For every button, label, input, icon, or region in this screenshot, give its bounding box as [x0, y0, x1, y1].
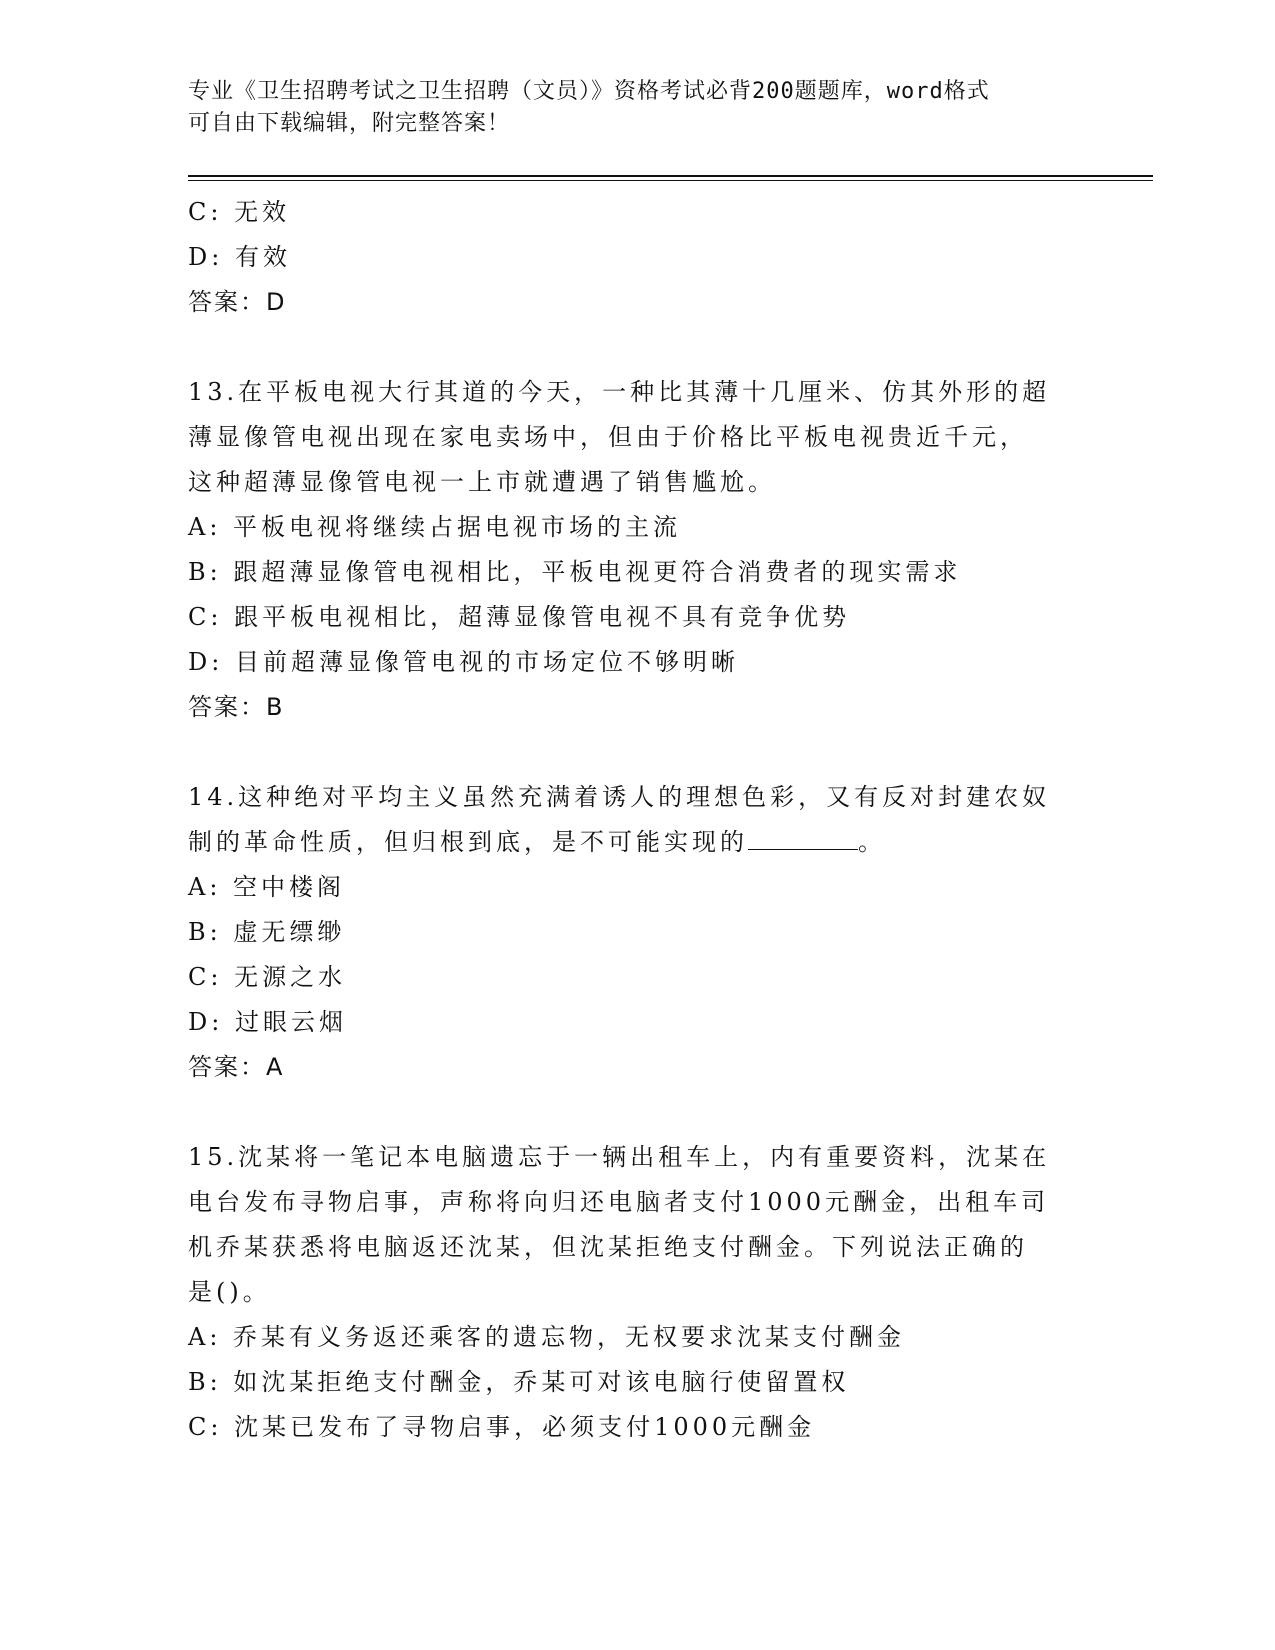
question-stem-line: 15.沈某将一笔记本电脑遗忘于一辆出租车上，内有重要资料，沈某在: [188, 1143, 1051, 1171]
question-13: [188, 370, 1088, 730]
question-stem-line: 14.这种绝对平均主义虽然充满着诱人的理想色彩，又有反对封建农奴: [188, 783, 1051, 811]
option-b: B: 如沈某拒绝支付酬金，乔某可对该电脑行使留置权: [188, 1368, 850, 1396]
option-c: C: 无源之水: [188, 963, 347, 991]
spacer: [188, 1090, 1088, 1135]
option-c: C: 无效: [188, 198, 291, 226]
question-stem-line: 是()。: [188, 1278, 271, 1306]
header-title-line1: 专业《卫生招聘考试之卫生招聘（文员）》资格考试必背200题题库，word格式: [188, 79, 990, 104]
spacer: [188, 325, 1088, 370]
page-header: [188, 76, 1068, 140]
answer-line: 答案：D: [188, 288, 287, 316]
question-stem-line: 这种超薄显像管电视一上市就遭遇了销售尴尬。: [188, 468, 776, 496]
question-stem-line: 13.在平板电视大行其道的今天，一种比其薄十几厘米、仿其外形的超: [188, 378, 1051, 406]
spacer: [188, 730, 1088, 775]
option-d: D: 过眼云烟: [188, 1008, 347, 1036]
question-12-tail: [188, 190, 1088, 325]
answer-line: 答案：B: [188, 693, 285, 721]
question-stem-line: [188, 820, 1088, 865]
question-stem-line: 薄显像管电视出现在家电卖场中，但由于价格比平板电视贵近千元，: [188, 423, 1028, 451]
stem-text: 制的革命性质，但归根到底，是不可能实现的: [188, 828, 748, 856]
option-b: B: 虚无缥缈: [188, 918, 346, 946]
question-stem-line: 电台发布寻物启事，声称将向归还电脑者支付1000元酬金，出租车司: [188, 1188, 1050, 1216]
option-a: A: 平板电视将继续占据电视市场的主流: [188, 513, 682, 541]
option-b: B: 跟超薄显像管电视相比，平板电视更符合消费者的现实需求: [188, 558, 962, 586]
option-d: D: 有效: [188, 243, 291, 271]
option-a: A: 乔某有义务返还乘客的遗忘物，无权要求沈某支付酬金: [188, 1323, 906, 1351]
option-c: C: 沈某已发布了寻物启事，必须支付1000元酬金: [188, 1413, 816, 1441]
header-rule-thick: [188, 175, 1153, 177]
question-14: [188, 775, 1088, 1090]
fill-in-blank: [748, 823, 858, 850]
question-stem-line: 机乔某获悉将电脑返还沈某，但沈某拒绝支付酬金。下列说法正确的: [188, 1233, 1028, 1261]
option-c: C: 跟平板电视相比，超薄显像管电视不具有竞争优势: [188, 603, 851, 631]
answer-line: 答案：A: [188, 1053, 285, 1081]
question-list: [188, 190, 1088, 1450]
header-rule-thin: [188, 180, 1153, 181]
option-a: A: 空中楼阁: [188, 873, 346, 901]
header-title-line2: 可自由下载编辑，附完整答案！: [188, 111, 511, 136]
stem-text-end: 。: [858, 828, 886, 856]
option-d: D: 目前超薄显像管电视的市场定位不够明晰: [188, 648, 739, 676]
question-15: [188, 1135, 1088, 1450]
